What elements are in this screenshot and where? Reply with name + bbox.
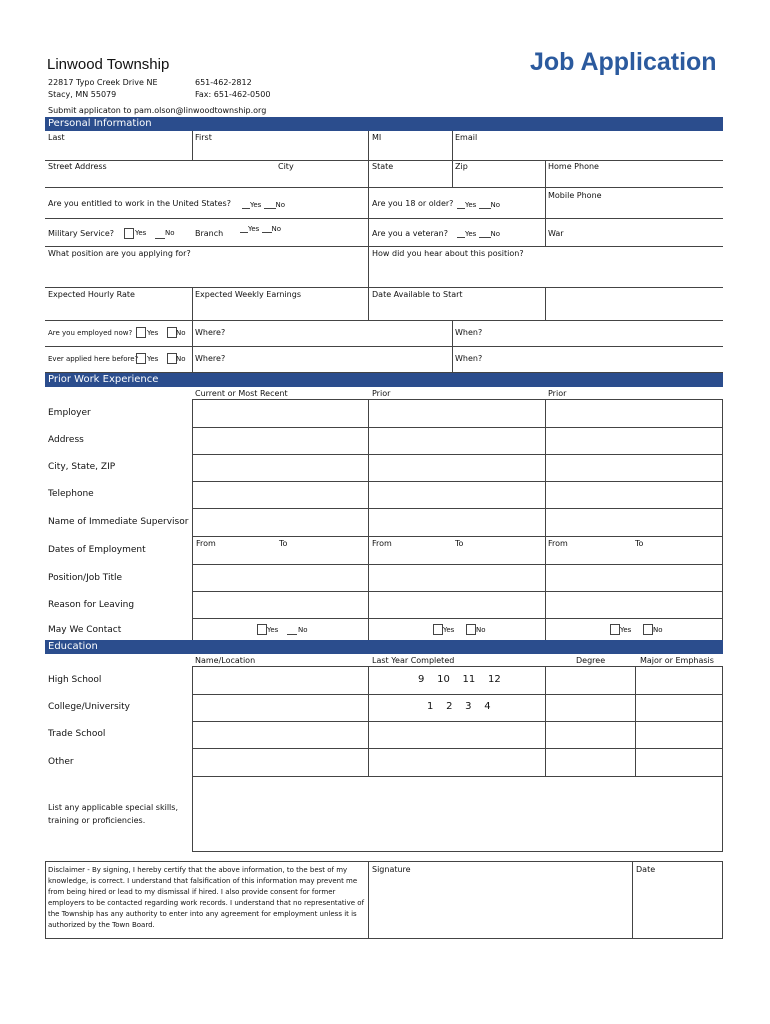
yes-label: Yes xyxy=(465,230,477,238)
date-input[interactable] xyxy=(636,885,718,895)
edu-row-high-school: High School xyxy=(48,675,102,685)
work-col-prior-2: Prior xyxy=(548,389,567,398)
last-name-label: Last xyxy=(48,133,65,142)
contact-1-yes-checkbox[interactable] xyxy=(257,624,267,635)
org-name: Linwood Township xyxy=(47,56,170,73)
contact-yes-label: Yes xyxy=(443,626,455,634)
from-label: From xyxy=(372,539,392,548)
applied-where-label: Where? xyxy=(195,354,226,363)
applied-no-label: No xyxy=(176,355,186,363)
military-yes-checkbox[interactable] xyxy=(124,228,134,239)
edu-row-trade: Trade School xyxy=(48,729,106,739)
work-row-may-contact: May We Contact xyxy=(48,625,122,635)
war-label: War xyxy=(548,229,564,238)
work-col-prior-1: Prior xyxy=(372,389,391,398)
employed-no-label: No xyxy=(176,329,186,337)
street-address-label: Street Address xyxy=(48,162,107,171)
state-label: State xyxy=(372,162,394,171)
first-name-input[interactable] xyxy=(195,146,365,156)
page-title: Job Application xyxy=(530,48,717,76)
contact-yes-label: Yes xyxy=(620,626,632,634)
work-row-city-state-zip: City, State, ZIP xyxy=(48,462,116,472)
heard-about-label: How did you hear about this position? xyxy=(372,249,524,258)
work-section-header: Prior Work Experience xyxy=(45,373,723,387)
yes-label: Yes xyxy=(248,225,260,233)
work-grid[interactable] xyxy=(192,399,723,644)
address-line-2: Stacy, MN 55079 xyxy=(48,90,117,99)
employed-yes-label: Yes xyxy=(147,329,159,337)
disclaimer-text: Disclaimer - By signing, I hereby certify that the above information, to the best of my knowledge, is correct. I understand that falsification of this information may prevent me from being hired or lead to my dismissal if hired. I also provide consent for former employers to be contacted regarding work records. I understand that no representative of the Township has any authority to enter into any agreement for employment unless it is authorized by the Town Board. xyxy=(48,866,365,929)
work-row-telephone: Telephone xyxy=(48,489,94,499)
employed-when-label: When? xyxy=(455,328,483,337)
work-row-dates: Dates of Employment xyxy=(48,545,146,555)
date-label: Date xyxy=(636,865,656,874)
work-row-employer: Employer xyxy=(48,408,91,418)
hourly-rate-label: Expected Hourly Rate xyxy=(48,290,135,299)
contact-2-no-checkbox[interactable] xyxy=(466,624,476,635)
edu-col-degree: Degree xyxy=(576,656,606,665)
city-label: City xyxy=(278,162,294,171)
mobile-phone-label: Mobile Phone xyxy=(548,191,602,200)
heard-about-input[interactable] xyxy=(372,266,717,276)
signature-input[interactable] xyxy=(372,885,627,925)
employed-yes-checkbox[interactable] xyxy=(136,327,146,338)
branch-yes-no[interactable] xyxy=(240,223,281,233)
to-label: To xyxy=(635,539,644,548)
edu-row-other: Other xyxy=(48,757,74,767)
no-label: No xyxy=(490,230,501,238)
employed-where-label: Where? xyxy=(195,328,226,337)
zip-label: Zip xyxy=(455,162,468,171)
position-label: What position are you applying for? xyxy=(48,249,191,258)
edu-col-major: Major or Emphasis xyxy=(640,656,714,665)
applied-yes-label: Yes xyxy=(147,355,159,363)
from-label: From xyxy=(548,539,568,548)
work-row-address: Address xyxy=(48,435,84,445)
veteran-label: Are you a veteran? xyxy=(372,229,448,238)
high-school-years[interactable]: 9 10 11 12 xyxy=(418,674,501,685)
submit-instructions: Submit applicaton to pam.olson@linwoodtownship.org xyxy=(48,106,267,115)
contact-no-label: No xyxy=(653,626,663,634)
entitled-yes-option[interactable] xyxy=(242,199,285,209)
email-input[interactable] xyxy=(455,146,715,156)
applied-before-label: Ever applied here before? xyxy=(48,355,139,363)
signature-label: Signature xyxy=(372,865,411,874)
contact-yes-label: Yes xyxy=(267,626,279,634)
middle-initial-input[interactable] xyxy=(372,146,448,156)
contact-2-yes-checkbox[interactable] xyxy=(433,624,443,635)
over-18-yes-option[interactable] xyxy=(457,199,500,209)
yes-label: Yes xyxy=(465,201,477,209)
contact-3-yes-checkbox[interactable] xyxy=(610,624,620,635)
branch-label: Branch xyxy=(195,229,224,238)
address-line-1: 22817 Typo Creek Drive NE xyxy=(48,78,158,87)
contact-no-label: No xyxy=(476,626,486,634)
applied-when-label: When? xyxy=(455,354,483,363)
last-name-input[interactable] xyxy=(48,146,188,156)
skills-label-line-1: List any applicable special skills, xyxy=(48,803,178,812)
edu-row-college: College/University xyxy=(48,702,131,712)
no-label: No xyxy=(271,225,282,233)
military-service-label: Military Service? xyxy=(48,229,114,238)
entitled-to-work-label: Are you entitled to work in the United States? xyxy=(48,199,231,208)
employed-now-label: Are you employed now? xyxy=(48,329,133,337)
fax-number: Fax: 651-462-0500 xyxy=(195,90,271,99)
work-row-position: Position/Job Title xyxy=(48,573,123,583)
veteran-yes-no[interactable] xyxy=(457,228,500,238)
middle-initial-label: MI xyxy=(372,133,382,142)
military-yes-label: Yes xyxy=(135,229,147,237)
personal-info-section-header: Personal Information xyxy=(45,117,723,131)
applied-yes-checkbox[interactable] xyxy=(136,353,146,364)
edu-col-last-year: Last Year Completed xyxy=(372,656,455,665)
to-label: To xyxy=(279,539,288,548)
yes-label: Yes xyxy=(250,201,262,209)
education-section-header: Education xyxy=(45,640,723,654)
contact-no-label: No xyxy=(298,626,308,634)
position-input[interactable] xyxy=(48,266,363,276)
skills-label-line-2: training or proficiencies. xyxy=(48,816,146,825)
first-name-label: First xyxy=(195,133,212,142)
contact-3-no-checkbox[interactable] xyxy=(643,624,653,635)
home-phone-label: Home Phone xyxy=(548,162,599,171)
no-label: No xyxy=(490,201,501,209)
date-available-label: Date Available to Start xyxy=(372,290,463,299)
work-col-current: Current or Most Recent xyxy=(195,389,288,398)
over-18-label: Are you 18 or older? xyxy=(372,199,454,208)
from-label: From xyxy=(196,539,216,548)
weekly-earnings-label: Expected Weekly Earnings xyxy=(195,290,301,299)
work-row-reason: Reason for Leaving xyxy=(48,600,135,610)
college-years[interactable]: 1 2 3 4 xyxy=(427,701,491,712)
no-label: No xyxy=(275,201,286,209)
edu-col-name-location: Name/Location xyxy=(195,656,256,665)
to-label: To xyxy=(455,539,464,548)
phone-number: 651-462-2812 xyxy=(195,78,252,87)
email-label: Email xyxy=(455,133,478,142)
work-row-supervisor: Name of Immediate Supervisor xyxy=(48,517,189,527)
military-no-label: No xyxy=(165,229,175,237)
